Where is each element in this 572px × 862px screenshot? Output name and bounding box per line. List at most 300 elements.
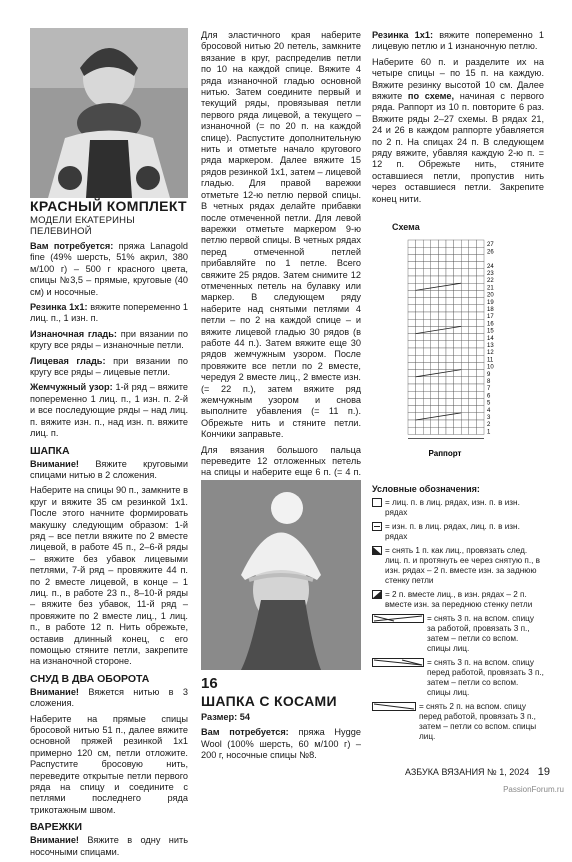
chart-row-number: 16: [487, 321, 494, 328]
chart-cell: [461, 391, 469, 398]
photo-woman-in-knit-set: [30, 28, 188, 198]
left-column: [30, 0, 188, 862]
chart-cell: [469, 370, 477, 377]
chart-cell: [438, 398, 446, 405]
chart-cell: [408, 290, 416, 297]
chart-cell: [461, 420, 469, 427]
chart-cell: [416, 384, 424, 391]
snood-instructions: Наберите на прямые спицы бросовой нитью 51 п., далее вяжите основной пряжей резинкой 1x1 примерно 120 см, петли отложите. Распустите бросовую нить, переведите открытые петли первого ряда на спицу и соедините с петлями последнего ряда трикотажным швом.: [30, 713, 188, 815]
legend-item: = снять 3 п. на вспом. спицу за работой, провязать 3 п., затем – петли со вспом. спицы лиц.: [372, 614, 544, 654]
chart-cell: [423, 362, 431, 369]
chart-row-number: 6: [487, 393, 491, 400]
chart-cell: [476, 290, 484, 297]
chart-cell: [446, 355, 454, 362]
chart-cell: [454, 262, 462, 269]
chart-cell: [469, 420, 477, 427]
chart-cell: [408, 262, 416, 269]
chart-cell: [408, 326, 416, 333]
chart-cell: [469, 334, 477, 341]
chart-cell: [416, 420, 424, 427]
k2tog-decrease-icon: [372, 590, 382, 599]
cable-front-icon: [372, 658, 424, 667]
chart-cell: [423, 334, 431, 341]
chart-cell: [454, 348, 462, 355]
chart-cell: [454, 276, 462, 283]
chart-cell: [469, 391, 477, 398]
chart-cell: [476, 348, 484, 355]
chart-cell: [438, 341, 446, 348]
chart-cell: [461, 413, 469, 420]
chart-cell: [416, 377, 424, 384]
chart-cell: [461, 290, 469, 297]
chart-row-number: 11: [487, 357, 494, 364]
chart-cell: [408, 384, 416, 391]
chart-cell: [416, 362, 424, 369]
chart-cell: [431, 362, 439, 369]
chart-cell: [431, 348, 439, 355]
chart-cell: [408, 420, 416, 427]
face-stitch: Лицевая гладь: при вязании по кругу все ряды – лицевые петли.: [30, 355, 188, 378]
chart-cell: [476, 247, 484, 254]
chart-cell: [438, 427, 446, 434]
chart-cell: [446, 312, 454, 319]
chart-cell: [423, 240, 431, 247]
chart-row-number: 12: [487, 350, 494, 357]
chart-cell: [469, 262, 477, 269]
chart-row-number: 20: [487, 292, 494, 299]
chart-row-number: 10: [487, 364, 494, 371]
rapport-label: Раппорт: [428, 449, 462, 458]
chart-cell: [476, 341, 484, 348]
chart-cell: [438, 254, 446, 261]
chart-cell: [431, 334, 439, 341]
chart-cell: [438, 240, 446, 247]
chart-cell: [469, 319, 477, 326]
chart-cell: [446, 298, 454, 305]
chart-cell: [423, 391, 431, 398]
chart-cell: [431, 406, 439, 413]
chart-cell: [454, 247, 462, 254]
chart-cell: [446, 247, 454, 254]
chart-cell: [438, 334, 446, 341]
photo-red-set: [30, 28, 188, 198]
chart-row-number: 17: [487, 314, 494, 321]
chart-cell: [431, 262, 439, 269]
chart-cell: [431, 298, 439, 305]
chart-cell: [446, 391, 454, 398]
chart-cell: [408, 427, 416, 434]
hat-size: Размер: 54: [201, 712, 250, 722]
chart-cell: [416, 262, 424, 269]
chart-cell: [416, 334, 424, 341]
chart-cell: [446, 348, 454, 355]
chart-cell: [423, 341, 431, 348]
chart-row-number: 14: [487, 335, 494, 342]
chart-cell: [438, 276, 446, 283]
chart-cell: [408, 413, 416, 420]
chart-cell: [446, 305, 454, 312]
chart-cell: [446, 384, 454, 391]
chart-cell: [469, 326, 477, 333]
chart-cell: [423, 406, 431, 413]
chart-cell: [408, 305, 416, 312]
chart-row-number: 27: [487, 242, 494, 249]
legend-title: Условные обозначения:: [372, 484, 480, 494]
chart-cell: [408, 276, 416, 283]
chart-cell: [476, 370, 484, 377]
chart-cell: [461, 362, 469, 369]
chart-cell: [416, 427, 424, 434]
cable-back-icon: [372, 614, 424, 623]
chart-cell: [469, 362, 477, 369]
chart-cell: [461, 398, 469, 405]
chart-cell: [446, 334, 454, 341]
legend: [372, 484, 544, 746]
chart-cell: [446, 276, 454, 283]
chart-cell: [461, 406, 469, 413]
chart-cell: [416, 406, 424, 413]
page-footer: [405, 766, 550, 778]
chart-cell: [469, 384, 477, 391]
hat16-rib: Резинка 1x1: вяжите попеременно 1 лицевую петлю и 1 изнаночную петлю.: [372, 30, 544, 52]
chart-cell: [476, 377, 484, 384]
chart-cell: [423, 298, 431, 305]
hat-instructions: Наберите на спицы 90 п., замкните в круг и вяжите 35 см резинкой 1x1. После этого начните формировать макушку следующим образом: 1-й ряд – все петли вяжите по 2 вместе лицевой, в работе 45 п., 2–6-й ряды – вяжите без убавок лицевыми петлями, 7-й ряд – провяжите 44 п. по 2 вместе лицевой, в конце – 1 лиц. п., в работе 23 п., 8–10-й ряды – вяжите без убавок, 11-й ряд – провяжите по 2 вместе лиц., 1 лиц. п., в работе 12 п. Нить обрежьте, оставив длинный конец, с его помощью стяните петли, закрепите на изнаночной стороне.: [30, 485, 188, 667]
photo-cable-hat: [201, 480, 361, 670]
chart-cell: [454, 406, 462, 413]
photo-woman-in-cable-hat: [201, 480, 361, 670]
chart-cell: [431, 319, 439, 326]
legend-item: = изн. п. в лиц. рядах, лиц. п. в изн. рядах: [372, 522, 544, 542]
hat-attention: Внимание! Вяжите круговыми спицами нитью в 2 сложения.: [30, 458, 188, 480]
chart-cell: [431, 398, 439, 405]
chart-cell: [431, 377, 439, 384]
chart-cell: [454, 420, 462, 427]
chart-cell: [461, 305, 469, 312]
chart-cell: [476, 276, 484, 283]
magazine-title: АЗБУКА ВЯЗАНИЯ № 1, 2024: [404, 767, 530, 777]
chart-cell: [469, 247, 477, 254]
chart-cell: [476, 254, 484, 261]
chart-cell: [416, 290, 424, 297]
chart-cell: [423, 377, 431, 384]
chart-cell: [469, 355, 477, 362]
chart-cell: [454, 240, 462, 247]
chart-cell: [446, 362, 454, 369]
chart-cell: [431, 254, 439, 261]
chart-cell: [469, 398, 477, 405]
chart-cell: [469, 269, 477, 276]
chart-cell: [469, 413, 477, 420]
chart-cell: [461, 262, 469, 269]
materials: Вам потребуется: пряжа Lanagold fine (49% шерсть, 51% акрил, 380 м/100 г) – 500 г красного цвета, спицы №3,5 – прямые, круговые (40 см) и носочные.: [30, 241, 188, 297]
chart-cell: [438, 312, 446, 319]
legend-item: = снять 3 п. на вспом. спицу перед работой, провязать 3 п., затем – петли со вспом. спицы лиц.: [372, 658, 544, 698]
chart-cell: [454, 269, 462, 276]
knitting-chart: [400, 234, 510, 460]
hat16-instructions: Наберите 60 п. и разделите их на четыре спицы – по 15 п. на каждую. Вяжите резинку высотой 10 см. Далее вяжите по схеме, начиная с первого ряда. Раппорт из 10 п. повторите 6 раз. Вяжите ряды 2–27 схемы. В рядах 21, 24 и 26 в каждом раппорте убавляется по 2 п. На спицах 24 п. В следующем ряду вяжите, убавляя каждую 2-ю п. = 12 п. Обрежьте нить, стяните оставшиеся петли, пропустив нить через оставшиеся петли. Закрепите конец нити.: [372, 56, 544, 204]
chart-cell: [446, 398, 454, 405]
snood-attention: Внимание! Вяжется нитью в 3 сложения.: [30, 686, 188, 709]
chart-cell: [408, 254, 416, 261]
chart-cell: [431, 341, 439, 348]
chart-cell: [476, 406, 484, 413]
chart-cell: [438, 420, 446, 427]
chart-cell: [476, 398, 484, 405]
chart-cell: [454, 334, 462, 341]
chart-cell: [438, 319, 446, 326]
chart-cell: [438, 247, 446, 254]
chart-cell: [476, 391, 484, 398]
chart-cell: [461, 247, 469, 254]
chart-cell: [431, 240, 439, 247]
chart-cell: [431, 355, 439, 362]
mittens-heading: ВАРЕЖКИ: [30, 821, 83, 834]
project-16-number: 16: [201, 675, 218, 692]
chart-cell: [438, 384, 446, 391]
chart-cell: [416, 312, 424, 319]
chart-cell: [408, 362, 416, 369]
chart-cell: [469, 406, 477, 413]
chart-cell: [469, 276, 477, 283]
chart-row-number: 15: [487, 328, 494, 335]
chart-cell: [454, 398, 462, 405]
chart-cell: [476, 319, 484, 326]
chart-cell: [461, 326, 469, 333]
chart-cell: [461, 254, 469, 261]
chart-cell: [454, 362, 462, 369]
chart-cell: [461, 370, 469, 377]
chart-cell: [469, 254, 477, 261]
chart-cell: [408, 348, 416, 355]
chart-cell: [423, 290, 431, 297]
chart-cell: [446, 262, 454, 269]
chart-cell: [408, 377, 416, 384]
chart-cell: [454, 377, 462, 384]
chart-cell: [454, 355, 462, 362]
chart-cell: [431, 269, 439, 276]
chart-cell: [461, 377, 469, 384]
chart-cell: [476, 427, 484, 434]
project-subtitle: МОДЕЛИ ЕКАТЕРИНЫ ПЕЛЕВИНОЙ: [30, 215, 135, 237]
chart-cell: [454, 341, 462, 348]
chart-cell: [416, 341, 424, 348]
chart-cell: [454, 305, 462, 312]
chart-cell: [469, 341, 477, 348]
chart-cell: [454, 254, 462, 261]
chart-cell: [408, 370, 416, 377]
chart-cell: [461, 355, 469, 362]
chart-row-number: 8: [487, 379, 491, 385]
chart-cell: [454, 427, 462, 434]
chart-cell: [461, 427, 469, 434]
chart-cell: [416, 298, 424, 305]
chart-row-number: 7: [487, 386, 491, 393]
chart-cell: [423, 269, 431, 276]
chart-cell: [438, 305, 446, 312]
middle-hat-block: [201, 675, 361, 766]
chart-cell: [476, 262, 484, 269]
snood-heading: СНУД В ДВА ОБОРОТА: [30, 672, 150, 685]
reverse-stitch: Изнаночная гладь: при вязании по кругу все ряды – изнаночные петли.: [30, 328, 188, 351]
chart-cell: [408, 312, 416, 319]
chart-cell: [476, 362, 484, 369]
chart-row-number: 23: [487, 271, 494, 277]
chart-cell: [461, 276, 469, 283]
chart-cell: [438, 391, 446, 398]
chart-row-number: 9: [487, 371, 491, 378]
rib-stitch: Резинка 1x1: вяжите попеременно 1 лиц. п., 1 изн. п.: [30, 302, 188, 324]
chart-cell: [408, 298, 416, 305]
chart-cell: [461, 283, 469, 290]
chart-cell: [461, 384, 469, 391]
right-column: [372, 30, 544, 209]
chart-cell: [469, 283, 477, 290]
chart-cell: [408, 334, 416, 341]
hat-heading: ШАПКА: [30, 444, 70, 457]
page-number: 19: [537, 766, 550, 778]
chart-cell: [446, 240, 454, 247]
chart-cell: [446, 269, 454, 276]
chart-row-number: 4: [487, 407, 491, 414]
chart-cell: [469, 377, 477, 384]
chart-cell: [423, 305, 431, 312]
chart-row-number: 5: [487, 400, 491, 407]
chart-cell: [469, 427, 477, 434]
chart-cell: [416, 254, 424, 261]
chart-cell: [408, 355, 416, 362]
chart-cell: [469, 348, 477, 355]
thumb-instructions: Для вязания большого пальца переведите 12 отложенных петель на спицы и наберите еще 6 п. (= 4 п.: [201, 444, 361, 478]
chart-cell: [476, 326, 484, 333]
legend-item: = 2 п. вместе лиц., в изн. рядах – 2 п. вместе изн. за переднюю стенку петли: [372, 590, 544, 610]
chart-cell: [416, 355, 424, 362]
chart-row-number: 26: [487, 249, 494, 256]
chart-cell: [476, 384, 484, 391]
chart-cell: [438, 355, 446, 362]
chart-cell: [416, 240, 424, 247]
watermark: PassionForum.ru: [503, 785, 564, 794]
chart-cell: [469, 298, 477, 305]
mittens-attention: Внимание! Вяжите в одну нить носочными спицами.: [30, 835, 188, 857]
chart-cell: [438, 406, 446, 413]
chart-cell: [408, 406, 416, 413]
chart-cell: [476, 269, 484, 276]
chart-cell: [461, 341, 469, 348]
chart-cell: [416, 398, 424, 405]
chart-cell: [461, 269, 469, 276]
chart-cell: [469, 240, 477, 247]
chart-cell: [431, 391, 439, 398]
chart-cell: [476, 334, 484, 341]
chart-cell: [431, 305, 439, 312]
chart-row-number: 24: [487, 263, 494, 270]
chart-row-number: 2: [487, 422, 491, 429]
chart-cell: [408, 247, 416, 254]
chart-cell: [423, 276, 431, 283]
legend-item: = снять 1 п. как лиц., провязать след. лиц. п. и протянуть ее через снятую п., в изн. рядах – 2 п. вместе изн. за заднюю стенку петли: [372, 546, 544, 586]
chart-row-number: 19: [487, 299, 494, 306]
chart-cell: [416, 305, 424, 312]
chart-cell: [454, 384, 462, 391]
chart-cell: [446, 406, 454, 413]
chart-cell: [446, 377, 454, 384]
chart-cell: [446, 319, 454, 326]
chart-cell: [423, 312, 431, 319]
chart-cell: [416, 348, 424, 355]
chart-cell: [469, 305, 477, 312]
chart-cell: [446, 290, 454, 297]
chart-cell: [461, 319, 469, 326]
project-16-title: ШАПКА С КОСАМИ: [201, 693, 337, 709]
chart-cell: [423, 247, 431, 254]
chart-cell: [476, 420, 484, 427]
chart-cell: [476, 298, 484, 305]
chart-cell: [461, 348, 469, 355]
chart-cell: [416, 391, 424, 398]
chart-row-number: 22: [487, 278, 494, 285]
chart-cell: [476, 283, 484, 290]
chart-cell: [423, 254, 431, 261]
chart-cell: [446, 420, 454, 427]
chart-cell: [431, 312, 439, 319]
chart-cell: [431, 290, 439, 297]
chart-cell: [431, 427, 439, 434]
schema-title: Схема: [392, 222, 420, 232]
chart-cell: [416, 247, 424, 254]
chart-row-number: 1: [487, 429, 491, 436]
chart-cell: [476, 312, 484, 319]
chart-cell: [461, 334, 469, 341]
chart-cell: [408, 269, 416, 276]
chart-cell: [454, 290, 462, 297]
chart-cell: [438, 298, 446, 305]
chart-cell: [438, 269, 446, 276]
chart-cell: [431, 247, 439, 254]
chart-cell: [408, 319, 416, 326]
purl-symbol-icon: [372, 522, 382, 531]
project-title: КРАСНЫЙ КОМПЛЕКТ: [30, 198, 187, 214]
chart-cell: [438, 262, 446, 269]
legend-item: = снять 2 п. на вспом. спицу перед работой, провязать 3 п., затем – петли со вспом. спицы лиц.: [372, 702, 544, 742]
chart-cell: [476, 240, 484, 247]
chart-cell: [454, 319, 462, 326]
chart-cell: [476, 355, 484, 362]
chart-cell: [423, 355, 431, 362]
chart-cell: [431, 384, 439, 391]
chart-cell: [416, 269, 424, 276]
mittens-instructions: Для эластичного края наберите бросовой нитью 20 петель, замкните вязание в круг, распределив петли по 10 на каждой спице. Вяжите 4 ряда изнаночной гладью основной нитью. Затем соедините первый и текущий ряды, провязывая петли первого ряда лицевой, а текущего – изнаночной (= по 20 п. на каждой спице). Распустите дополнительную нить и отметьте начало кругового ряда маркером. Далее вяжите 15 рядов резинкой 1x1, затем – лицевой гладью. Для правой варежки отметьте 12-ю петлю первой спицы. В четных рядах делайте прибавки после отмеченной петли. Для левой варежки отметьте маркером 9-ю петлю первой спицы. В четных рядах перед отмеченной петлей прибавляйте по 1 петле. Всего свяжите 25 рядов. Затем снимите 12 отмеченных петель на булавку или маркер. В следующем ряду наберите над снятыми петлями 4 петли – по 2 на каждой спице – и вяжите лицевой гладью 30 рядов (в работе 44 п.). Затем вяжите еще 30 рядов жемчужным узором. После провяжите все петли по 2 вместе, чередуя 2 вместе лиц., 2 вместе изн. (= 22 п.), затем вяжите ряд жемчужным узором и снова выполните убавления (= 11 п.). Обрежьте нить и стяните петли. Кончики заправьте.: [201, 30, 361, 440]
legend-item: = лиц. п. в лиц. рядах, изн. п. в изн. рядах: [372, 498, 544, 518]
chart-cell: [438, 290, 446, 297]
pearl-stitch: Жемчужный узор: 1-й ряд – вяжите попеременно 1 лиц. п., 1 изн. п. 2-й и все последующие ряды – над лиц. п. вяжите изн. п., над изн. п. вяжите лиц. п.: [30, 382, 188, 439]
chart-cell: [423, 384, 431, 391]
chart-cell: [423, 420, 431, 427]
chart-cell: [461, 312, 469, 319]
chart-cell: [438, 348, 446, 355]
chart-cell: [446, 341, 454, 348]
knit-symbol-icon: [372, 498, 382, 507]
chart-cell: [454, 298, 462, 305]
hat-materials: Вам потребуется: пряжа Hygge Wool (100% шерсть, 60 м/100 г) – 200 г, носочные спицы №8.: [201, 727, 361, 761]
chart-cell: [431, 420, 439, 427]
chart-cell: [423, 262, 431, 269]
chart-cell: [408, 398, 416, 405]
chart-cell: [416, 276, 424, 283]
chart-cell: [408, 341, 416, 348]
chart-cell: [431, 276, 439, 283]
chart-cell: [454, 312, 462, 319]
